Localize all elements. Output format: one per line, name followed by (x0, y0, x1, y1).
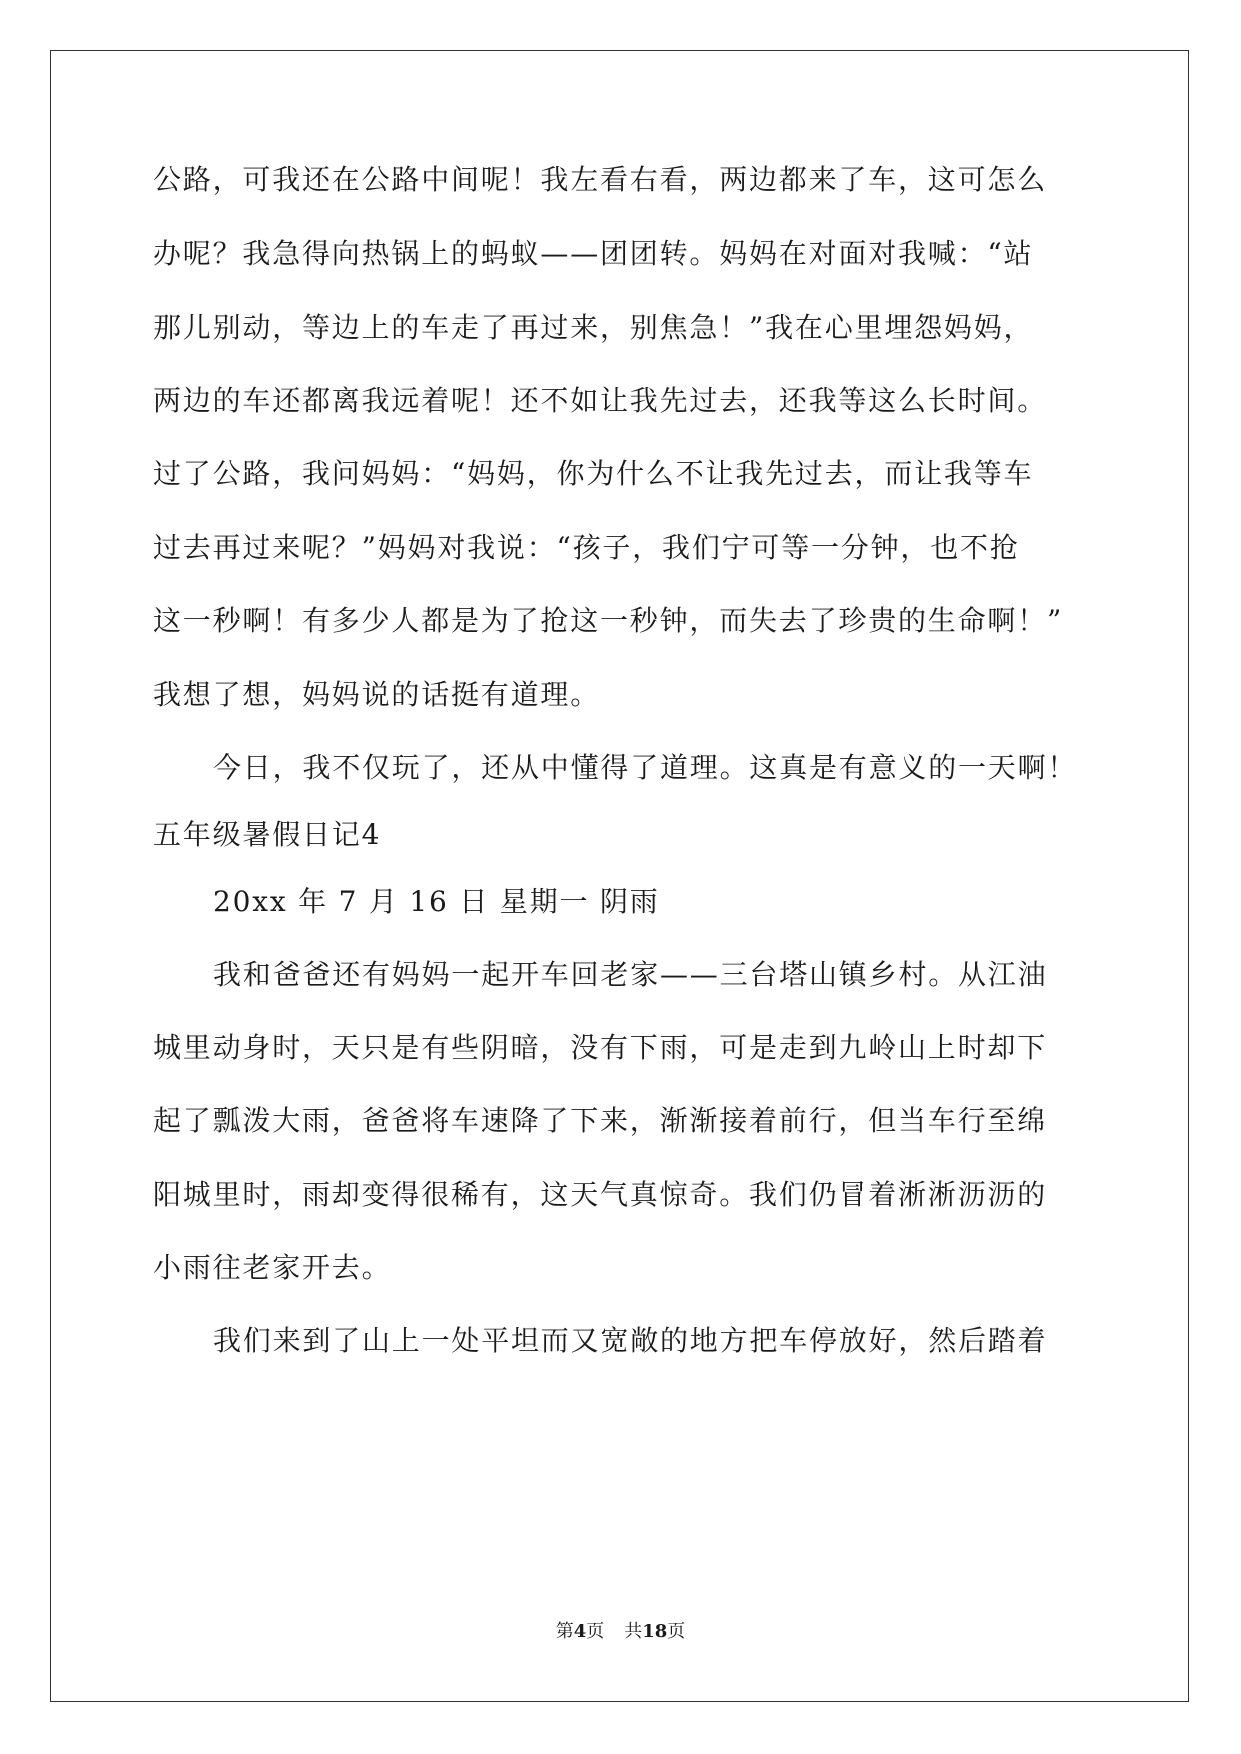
page-border (50, 50, 1189, 1702)
total-pages: 18 (642, 1621, 668, 1642)
text-line: 我想了想，妈妈说的话挺有道理。 (153, 678, 601, 711)
text-line: 办呢？我急得向热锅上的蚂蚁——团团转。妈妈在对面对我喊：“站 (153, 237, 1034, 270)
text-line: 那儿别动，等边上的车走了再过来，别焦急！”我在心里埋怨妈妈， (153, 311, 1034, 344)
text-line: 过去再过来呢？”妈妈对我说：“孩子，我们宁可等一分钟，也不抢 (153, 531, 1020, 564)
text-line: 两边的车还都离我远着呢！还不如让我先过去，还我等这么长时间。 (153, 384, 1048, 417)
page-label-prefix: 第 (555, 1621, 574, 1642)
page-number: 4 (573, 1621, 587, 1642)
text-line: 过了公路，我问妈妈：“妈妈，你为什么不让我先过去，而让我等车 (153, 457, 1034, 490)
text-line: 城里动身时，天只是有些阴暗，没有下雨，可是走到九岭山上时却下 (153, 1031, 1048, 1064)
text-line: 公路，可我还在公路中间呢！我左看右看，两边都来了车，这可怎么 (153, 163, 1048, 196)
page-footer (0, 1620, 1241, 1644)
section-heading: 五年级暑假日记4 (153, 818, 382, 851)
diary-date-line: 20xx 年 7 月 16 日 星期一 阴雨 (213, 885, 660, 918)
page-label-suffix: 页 (586, 1621, 605, 1642)
text-line: 这一秒啊！有多少人都是为了抢这一秒钟，而失去了珍贵的生命啊！” (153, 604, 1064, 637)
total-label-suffix: 页 (667, 1621, 686, 1642)
text-line: 小雨往老家开去。 (153, 1251, 392, 1284)
text-line: 起了瓢泼大雨，爸爸将车速降了下来，渐渐接着前行，但当车行至绵 (153, 1104, 1048, 1137)
paragraph-first-line: 我们来到了山上一处平坦而又宽敞的地方把车停放好，然后踏着 (213, 1324, 1048, 1357)
text-line: 阳城里时，雨却变得很稀有，这天气真惊奇。我们仍冒着淅淅沥沥的 (153, 1178, 1048, 1211)
paragraph-first-line: 今日，我不仅玩了，还从中懂得了道理。这真是有意义的一天啊！ (213, 751, 1078, 784)
total-label-prefix: 共 (624, 1621, 643, 1642)
paragraph-first-line: 我和爸爸还有妈妈一起开车回老家——三台塔山镇乡村。从江油 (213, 958, 1048, 991)
